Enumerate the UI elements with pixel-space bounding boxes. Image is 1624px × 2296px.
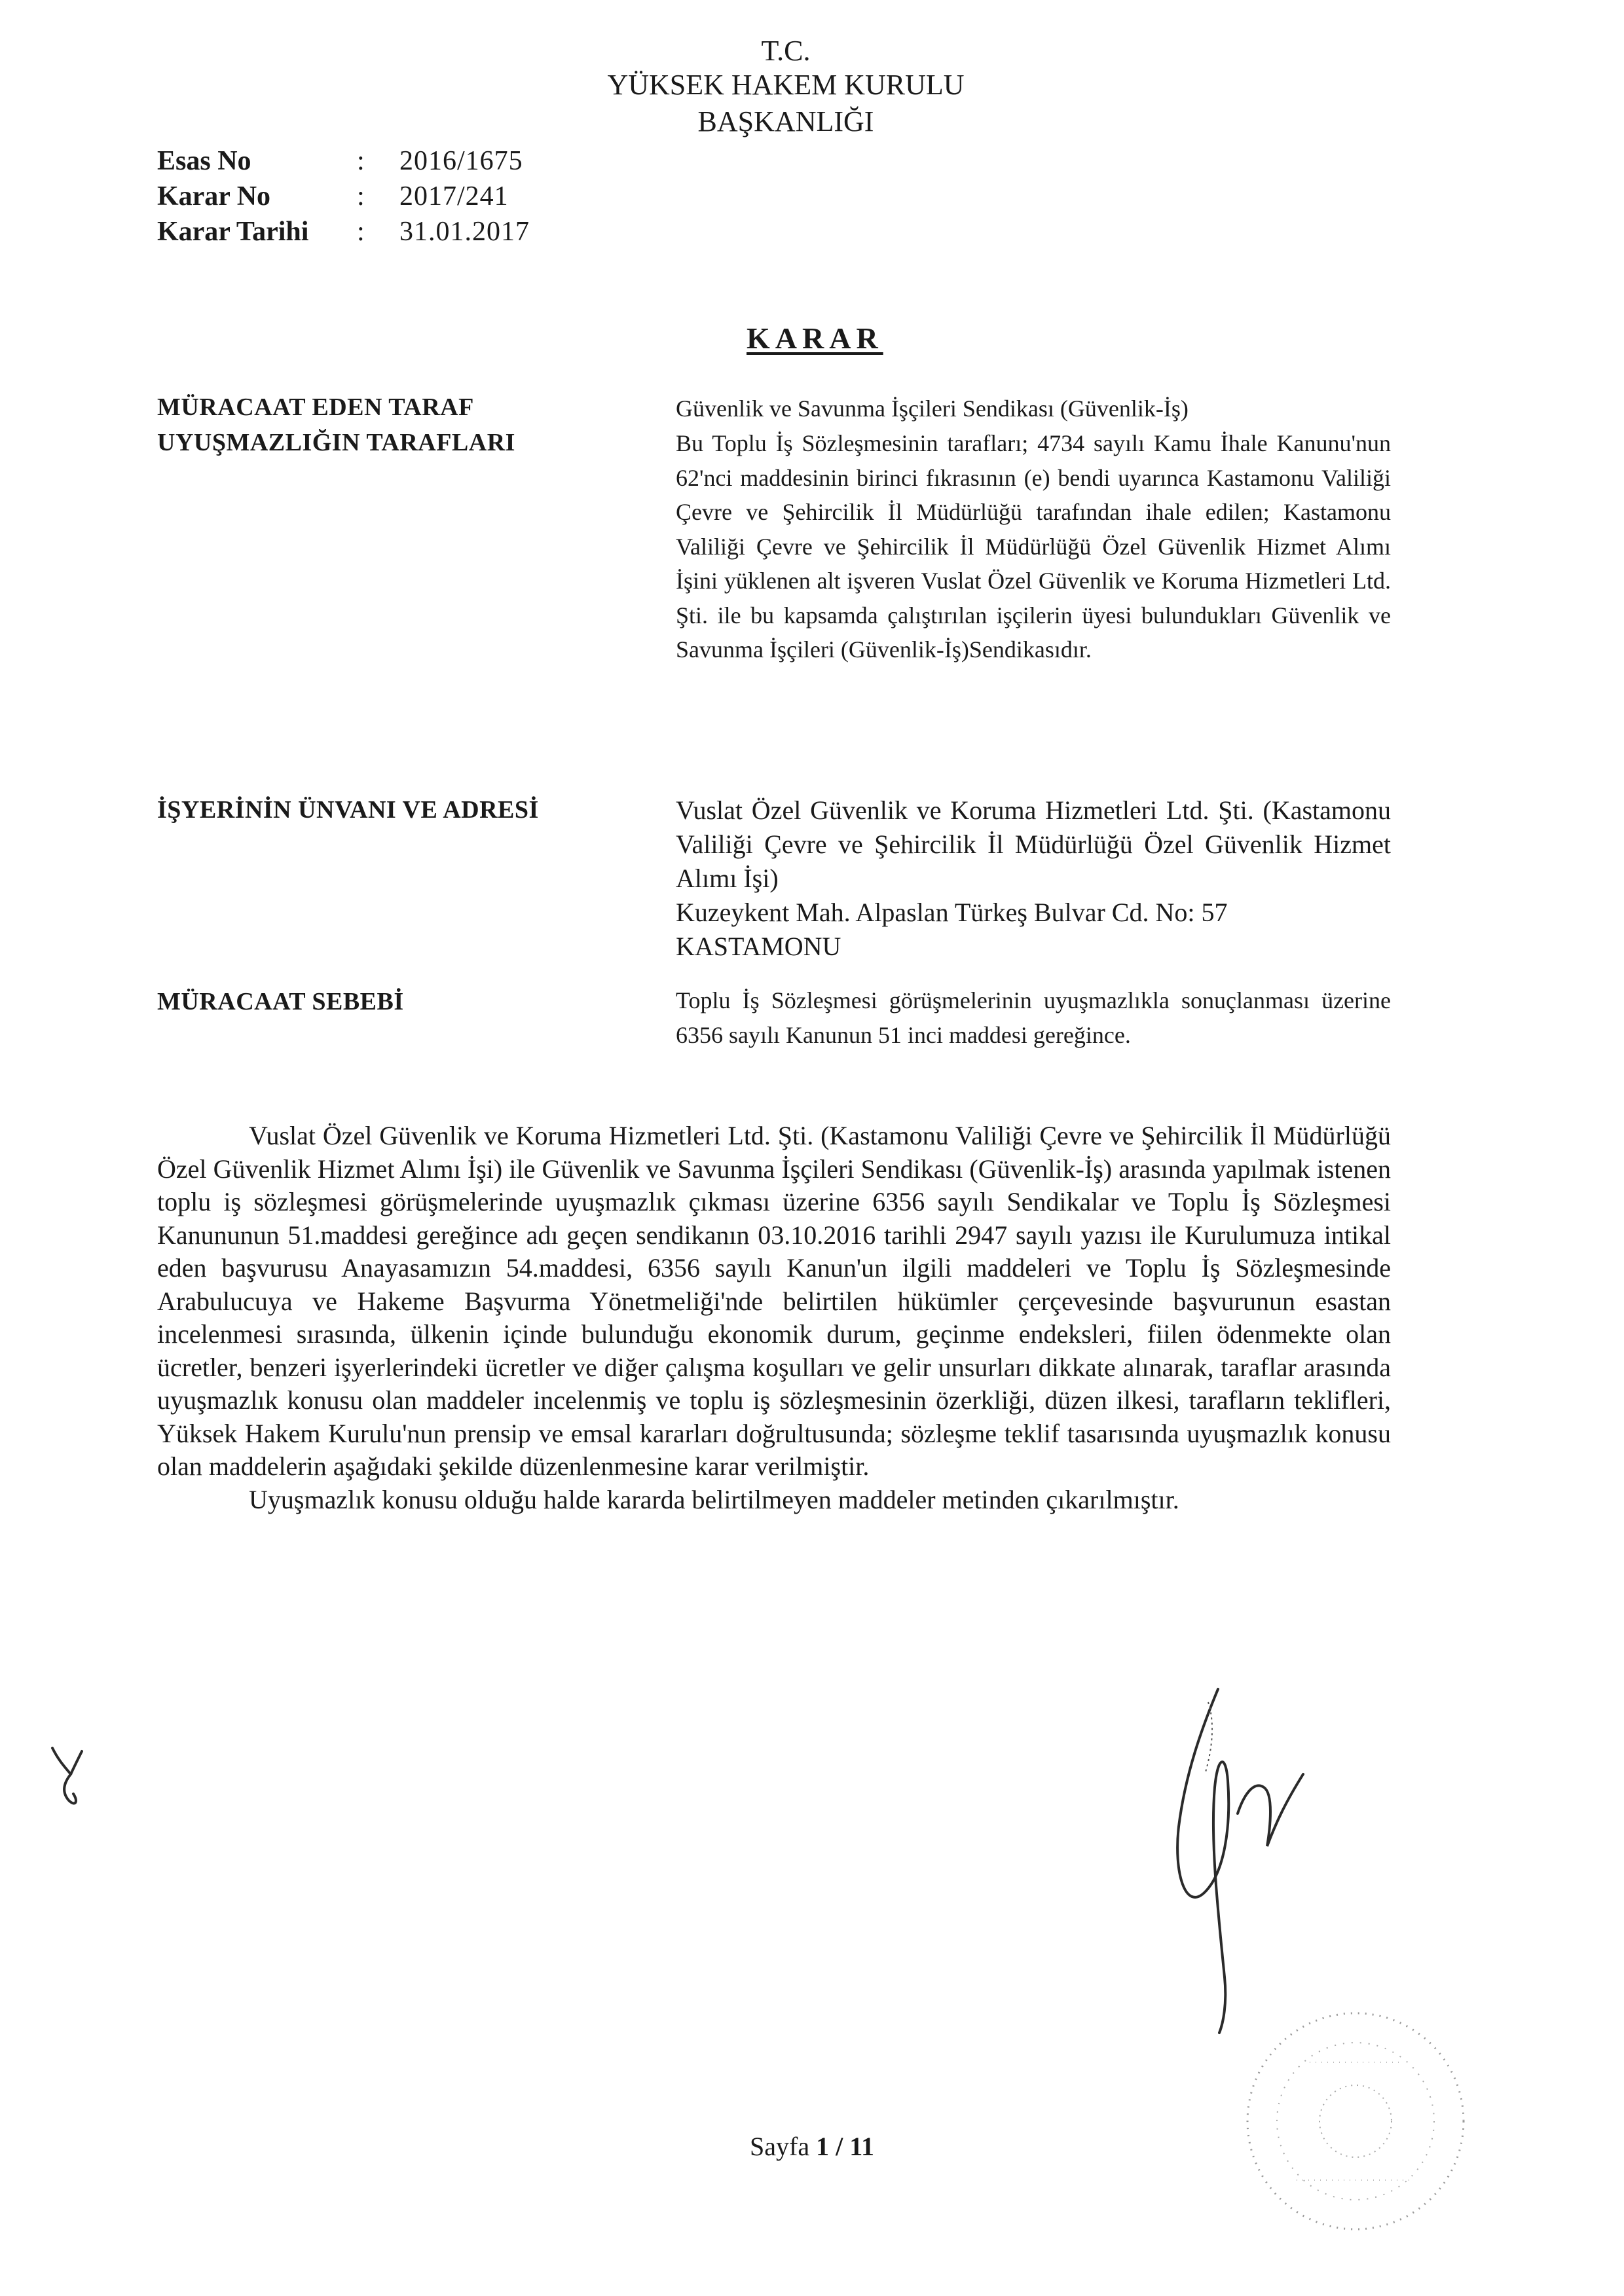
header-organization: YÜKSEK HAKEM KURULU xyxy=(607,69,965,101)
reason-value: Toplu İş Sözleşmesi görüşmelerinin uyuşmazlıkla sonuçlanması üzerine 6356 sayılı Kanunun 51 inci maddesi gereğince. xyxy=(676,987,1391,1048)
applicant-label: MÜRACAAT EDEN TARAF xyxy=(157,393,474,421)
workplace-address: Kuzeykent Mah. Alpaslan Türkeş Bulvar Cd. No: 57 xyxy=(676,898,1228,927)
applicant-value: Güvenlik ve Savunma İşçileri Sendikası (Güvenlik-İş) xyxy=(676,395,1189,422)
colon: : xyxy=(357,181,365,211)
document-title: KARAR xyxy=(747,321,883,355)
decision-number-label: Karar No xyxy=(157,181,271,211)
decision-number-value: 2017/241 xyxy=(399,181,509,211)
page-current: 1 xyxy=(816,2132,830,2161)
case-number-label: Esas No xyxy=(157,146,251,176)
header-country: T.C. xyxy=(761,35,811,67)
parties-value: Bu Toplu İş Sözleşmesinin tarafları; 4734 sayılı Kamu İhale Kanunu'nun 62'nci maddesinin birinci fıkrasının (e) bendi uyarınca Kastamonu Valiliği Çevre ve Şehircilik İl Müdürlüğü tarafından ihale edilen; Kastamonu Valiliği Çevre ve Şehircilik İl Müdürlüğü Özel Güvenlik Hizmet Alımı İşini yüklenen alt işveren Vuslat Özel Güvenlik ve Koruma Hizmetleri Ltd. Şti. ile bu kapsamda çalıştırılan işçilerin üyesi bulundukları Güvenlik ve Savunma İşçileri (Güvenlik-İş)Sendikasıdır. xyxy=(676,430,1391,663)
decision-date-label: Karar Tarihi xyxy=(157,217,309,247)
workplace-block xyxy=(676,793,1391,964)
colon: : xyxy=(357,217,365,247)
official-stamp xyxy=(1231,1984,1480,2259)
body-paragraph: Uyuşmazlık konusu olduğu halde kararda belirtilmeyen maddeler metinden çıkarılmıştır. xyxy=(249,1484,1179,1514)
workplace-label: İŞYERİNİN ÜNVANI VE ADRESİ xyxy=(157,796,539,824)
reason-label: MÜRACAAT SEBEBİ xyxy=(157,988,404,1015)
decision-date-value: 31.01.2017 xyxy=(399,217,530,247)
page-number xyxy=(0,2131,1624,2162)
page-separator: / xyxy=(836,2132,843,2161)
colon: : xyxy=(357,146,365,176)
header-department: BAŞKANLIĞI xyxy=(697,105,874,137)
case-number-value: 2016/1675 xyxy=(399,146,523,176)
parties-label: UYUŞMAZLIĞIN TARAFLARI xyxy=(157,429,515,456)
page-label: Sayfa xyxy=(750,2132,810,2161)
initial-mark xyxy=(46,1741,92,1813)
decision-body xyxy=(157,1120,1391,1516)
workplace-name: Vuslat Özel Güvenlik ve Koruma Hizmetleri Ltd. Şti. (Kastamonu Valiliği Çevre ve Şehircilik İl Müdürlüğü Özel Güvenlik Hizmet Alımı İşi) xyxy=(676,795,1391,893)
page-total: 11 xyxy=(849,2132,874,2161)
body-paragraph: Vuslat Özel Güvenlik ve Koruma Hizmetleri Ltd. Şti. (Kastamonu Valiliği Çevre ve Şehircilik İl Müdürlüğü Özel Güvenlik Hizmet Alımı İşi) ile Güvenlik ve Savunma İşçileri Sendikası (Güvenlik-İş) arasında yapılmak istenen toplu iş sözleşmesi görüşmelerinde uyuşmazlık çıkması üzerine 6356 sayılı Sendikalar ve Toplu İş Sözleşmesi Kanununun 51.maddesi gereğince adı geçen sendikanın 03.10.2016 tarihli 2947 sayılı yazısı ile Kurulumuza intikal eden başvurusu Anayasamızın 54.maddesi, 6356 sayılı Kanun'un ilgili maddeleri ve Toplu İş Sözleşmesinde Arabulucuya ve Hakeme Başvurma Yönetmeliği'nde belirtilen hükümler çerçevesinde başvurunun esastan incelenmesi sırasında, ülkenin içinde bulunduğu ekonomik durum, geçinme endeksleri, fiilen ödenmekte olan ücretler, benzeri işyerlerindeki ücretler ve diğer çalışma koşulları ve gelir unsurları dikkate alınarak, taraflar arasında uyuşmazlık konusu olan maddeler incelenmiş ve toplu iş sözleşmesinin özerkliği, düzen ilkesi, tarafların teklifleri, Yüksek Hakem Kurulu'nun prensip ve emsal kararları doğrultusunda; sözleşme teklif tasarısında uyuşmazlık konusu olan maddelerin aşağıdaki şekilde düzenlenmesine karar verilmiştir. xyxy=(157,1121,1391,1481)
workplace-city: KASTAMONU xyxy=(676,932,841,961)
